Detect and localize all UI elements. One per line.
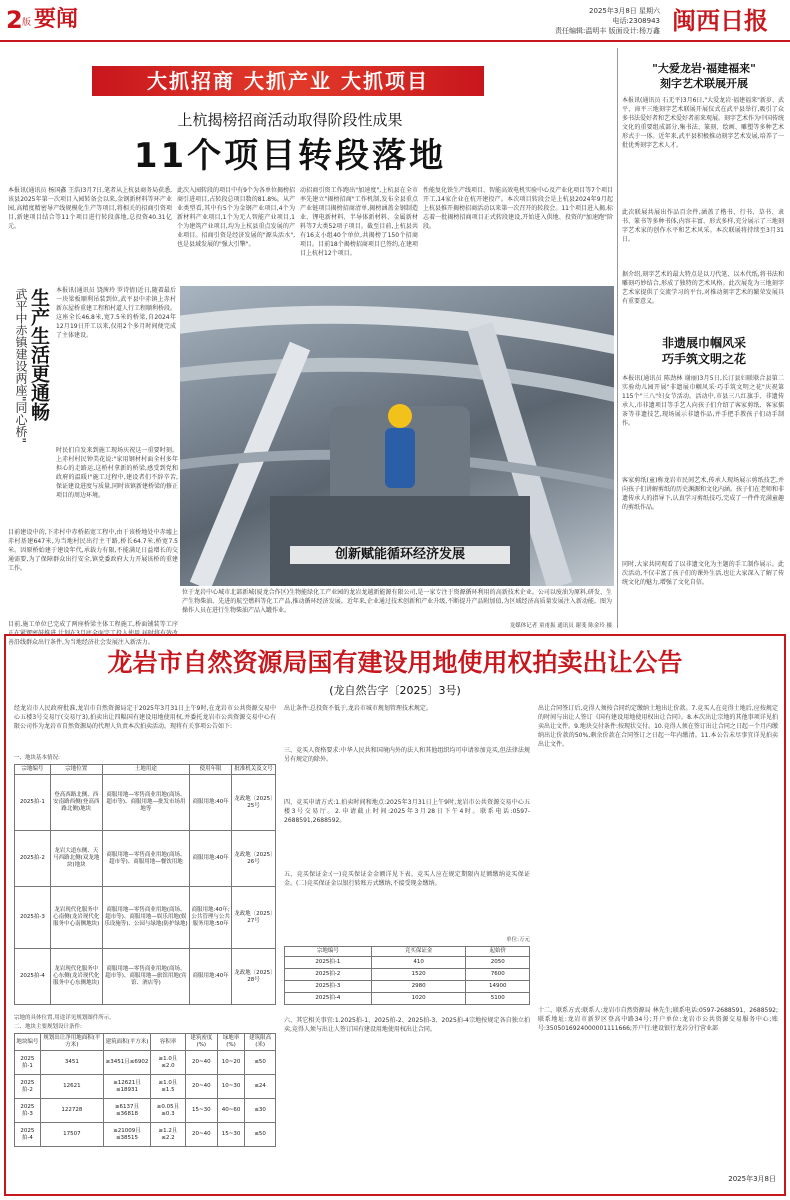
cell: ≤24 [245,1075,276,1099]
cell: 龙政地〔2025〕26号 [232,831,276,887]
cell: ≥1.2且≤2.2 [151,1123,186,1147]
th-term: 使用年限 [190,765,232,775]
cell: ≥12621且≤18931 [103,1075,150,1099]
issue-date: 2025年3月8日 星期六 [589,7,660,15]
cell: ≥0.05且≤0.3 [151,1099,186,1123]
cell: 龙政地〔2025〕28号 [232,949,276,1005]
th-green: 绿地率(%) [217,1034,245,1051]
table-row [15,775,276,831]
notice-number: (龙自然告字〔2025〕3号) [329,684,461,697]
cell: 2025拍-3 [15,887,51,949]
section-name: 要闻 [34,7,79,32]
column-divider [617,48,618,628]
notice-col2-text-2: 三、竞买人资格要求:中华人民共和国境内外的法人和其他组织均可申请参加竞买,但法律法规另有规定的除外。 [284,747,530,763]
notice-date: 2025年3月8日 [728,1175,776,1183]
notice-col2-text-3: 四、竞买申请方式:1.拍卖时间和地点:2025年3月31日上午9时,龙岩市公共资源交易中心五楼3号交易厅。2.申请截止时间:2025年3月28日下午4时。联系电话:0597-2688591,2688592。 [284,799,530,824]
table-row [285,969,530,981]
land-info-header-row [15,765,276,775]
right-title-4: 巧手筑文明之花 [661,352,746,366]
notice-note-1: 宗地的具体位置,用途详见规划图件所示。 [14,1015,115,1021]
cell: 商服用地:40年 [190,949,232,1005]
cell: ≤50 [245,1123,276,1147]
cell: 2050 [466,957,530,969]
th-height: 建筑限高(米) [245,1034,276,1051]
cell: 商服用地:40年 [190,831,232,887]
deposit-table [284,946,530,1005]
deposit-header-row [285,947,530,957]
cell: 17507 [40,1123,103,1147]
lead-col-2: 此次入园转段的项目中有9个为各单位揭榜招商引进项目,占转段总项目数的81.8%。从产业类型看,其中有5个为金钢产业项目,4个为新材料产业项目,1个为无人智能产业项目,1个为建筑产业项目,均为上杭县重点发展的产业项目。招商引资是经济发展的"源头活水",也是县域发展的"强大引擎"。 [177,187,295,248]
cell: 20~40 [185,1123,217,1147]
cell: 2025拍-2 [15,1075,41,1099]
right-text-2: 此次联展共展出作品百余件,涵盖了楷书、行书、草书、隶书、篆书等多种书体,内容丰富、形式多样,充分展示了三地刻字艺术家的创作水平和艺术风采。本次联展将持续至3月31日。 [622,209,784,243]
notice-sec-2: 二、地块主要规划设计条件: [14,1024,82,1030]
cell: 龙岩现代化服务中心东侧(龙岩现代化服务中心东侧地块) [50,949,102,1005]
cell: 2025拍-2 [285,969,372,981]
lead-title: 11个项目转段落地 [133,136,447,176]
cell: ≥3451且≤6902 [103,1051,150,1075]
right-title-3: 非遗展巾帼风采 [661,336,746,350]
cell: 2025拍-1 [15,775,51,831]
cell: 2025拍-4 [15,949,51,1005]
side-text-4: 目前,施工单位已完成了两座桥梁主体工程施工,桥面铺装等工序正在紧锣密鼓推进,计划在3月底全面完工投入使用,届时将有效改善沿线群众出行条件,为当地经济社会发展注入新活力。 [8,621,178,646]
notice-title: 龙岩市自然资源局国有建设用地使用权拍卖出让公告 [107,648,683,677]
slogan-text: 大抓招商 大抓产业 大抓项目 [147,69,429,93]
cell: 商服用地:40年;公共管理与公共服务用地:50年 [190,887,232,949]
right-text-6: 同时,大家共同观看了以非遗文化为主题的手工制作展示。此次活动,不仅丰富了孩子们的课外生活,也让大家深入了解了传统文化的魅力,增强了文化自信。 [622,561,784,586]
photo-credit: 龙媒体记者 童甫振 通讯员 谢斐 陈金玲 摄 [509,623,612,629]
cell: 15~30 [185,1099,217,1123]
th-deposit: 竞买保证金 [371,947,466,957]
notice-col2-text-4: 五、竞买保证金:(一)竞买保证金金额详见下表。竞买人应在规定期限内足额缴纳竞买保证金。(二)竞买保证金以银行转账方式缴纳,不接受现金缴纳。 [284,871,530,887]
right-text-4: 本报讯(通讯员 陈劲林 谢丽)3月5日,长汀县妇联联合县第二实验幼儿园开展"非遗展巾帼风采·巧手筑文明之花"庆祝第115个"三八"妇女节活动。活动中,市县三八红旗手、非遗传承人,市非遗项目等手艺人向孩子们介绍了客家剪纸、客家擂茶等非遗技艺,现场展示非遗作品,并手把手教孩子们动手制作。 [622,375,784,427]
cell: 2025拍-1 [15,1051,41,1075]
cell: 20~40 [185,1075,217,1099]
right-text-3: 据介绍,刻字艺术的最大特点是以刀代笔、以木代纸,将书法和雕刻巧妙结合,形成了独特的艺术风格。此次展览为三地刻字艺术家提供了交流学习的平台,对推动刻字艺术的繁荣发展具有重要意义。 [622,271,784,305]
lead-col-4: 性能复化铁生产线项目、智能高效电机实验中心及产业化项目等7个项目开工,14家企业在杭开建投产。本次项目转段会是上杭县2024年9月起上杭县推开揭榜招商活动以来第一次召开的转段会。11个项目进入揭,标志着一批揭榜招商项目正式转段建设,开始进入供地、投资的"加速跑"阶段。 [423,187,613,230]
worker-helmet [388,404,412,428]
table-row [15,1075,276,1099]
cell: 410 [371,957,466,969]
th-density: 建筑密度(%) [185,1034,217,1051]
cell: 2025拍-2 [15,831,51,887]
cell: 40~60 [217,1099,245,1123]
cell: ≥1.0且≤1.5 [151,1075,186,1099]
notice-contacts: 十二、联系方式:联系人:龙岩市自然资源局 林先生;联系电话:0597-2688591、2688592;联系地址:龙岩市新罗区登高中路34号;开户单位:龙岩市公共资源交易服务中心;账号:3505016924000001111666;开户行:建设银行龙岩分行营业部 [538,1007,778,1032]
th-area: 规划出让净用地面积(平方米) [40,1034,103,1051]
cell: 龙政地〔2025〕27号 [232,887,276,949]
notice-col3-text: 出让合同签订后,竞得人须按合同约定缴纳土地出让价款。7.竞买人在竞得土地后,应按规定的时间与出让人签订《国有建设用地使用权出让合同》。8.本次出让宗地的其他事项详见拍卖出让文件。9.地块交付条件:按现状交付。10.竞得人须在签订出让合同之日起一个月内缴纳出让价款的50%,剩余价款在合同签订之日起一年内缴清。11.本公告未尽事宜详见拍卖出让文件。 [538,705,778,748]
page-header [0,0,790,44]
cell: 龙岩现代化服务中心南侧(龙岩现代化服务中心南侧地块) [50,887,102,949]
side-text-2: 时民们自发来到施工现场庆祝这一重要时刻。上赤村村民钟美花说:"家用钢材村面全村多年担心的走路运,这桥村拿新的桥梁,感受到党和政府的温暖!"施工过程中,建设者们不辞辛苦,保证建设进度与质量,同时该镇新建桥梁的修正项目的周边环境。 [56,447,178,499]
page-number: 2 [6,6,23,34]
cell: 2980 [371,981,466,993]
table-row [15,949,276,1005]
slogan-banner [92,66,484,96]
cell: 3451 [40,1051,103,1075]
worker-figure [385,428,415,488]
lead-col-3: 动招商引资工作跑出"加速度",上杭县在全市率先建立"揭榜招商"工作机制,发布全县重点产业链项目揭榜招商清单,揭榜涵盖金钢制造业、锂电新材料、半导体新材料、金属新材料等7大类52项子项目。截至目前,上杭县共有16支小组40个单位,共揭榜了150个招商项目。目前18个揭榜招商项目已签约,在建项目上杭村12个项目。 [300,187,418,257]
photo-text: 位于龙岩中心城市北部新城(厦龙合作区)生物能绿化工产业园的龙岩龙越新能源有限公司,是一家专注于资源循环利用的高新技术企业。公司以废油为原料,研发、生产生物柴油、先进的航空燃料等化工产品,推动循环经济发展。近年来,企业通过技术创新和产业升级,不断提升产品附加值,为区域经济高质量发展注入新动能。图为操作人员在进行生物柴油产品入罐作业。 [182,589,612,614]
cell: 5100 [466,993,530,1005]
th-parcel-no: 宗地编号 [15,765,51,775]
cell: 商服用地—零售商业用地(商场、超市等)、商服用地—旅馆用地(宾馆、酒店等) [102,949,190,1005]
planning-header-row [15,1034,276,1051]
cell: 14900 [466,981,530,993]
land-info-table [14,764,276,1005]
th-land-use: 土地用途 [102,765,190,775]
cell: 商服用地:40年 [190,775,232,831]
side-vertical-title: 武平中赤镇建设两座"同心桥" [14,288,28,444]
lead-subtitle: 上杭揭榜招商活动取得阶段性成果 [177,111,403,129]
cell: 12621 [40,1075,103,1099]
th-start-price: 起始价 [466,947,530,957]
cell: 登高西路北侧、西安南路西侧(登高西路北侧)地块 [50,775,102,831]
cell: 2025拍-4 [15,1123,41,1147]
notice-sec-1: 一、地块基本情况: [14,755,60,761]
cell: 10~30 [217,1075,245,1099]
cell: 10~20 [217,1051,245,1075]
th-floor-area: 建筑面积(平方米) [103,1034,150,1051]
cell: 1020 [371,993,466,1005]
notice-intro: 经龙岩市人民政府批准,龙岩市自然资源局定于2025年3月31日上午9时,在龙岩市公共资源交易中心五楼3号交易厅(交易厅3),拍卖出让四幅国有建设用地使用权,并委托龙岩市公共资源交易中心有限公司作为龙岩市自然资源局的代理人负责本次拍卖活动。现将有关事项公告如下: [14,705,276,730]
cell: 1520 [371,969,466,981]
editor-line: 责任编辑:温明丰 版面设计:杨万鑫 [555,27,660,35]
th-location: 宗地位置 [50,765,102,775]
right-title-2: 刻字艺术联展开展 [660,77,748,90]
table-row [15,1099,276,1123]
cell: 龙政地〔2025〕25号 [232,775,276,831]
cell: 2025拍-3 [15,1099,41,1123]
cell: ≤50 [245,1051,276,1075]
factory-pipes-illustration [180,286,614,586]
cell: 商服用地—零售商业用地(商场、超市等)、商服用地—娱乐用地(娱乐设施等)、公园与绿地(防护绿地) [102,887,190,949]
cell: 2025拍-3 [285,981,372,993]
cell: 龙岩大道东侧、天马西路北侧(双龙地块)地块 [50,831,102,887]
right-text-1: 本报讯(通讯员 石无平)3月6日,"大爱龙岩·福建福来"新岁、武平、漳平三地刻字艺术联展开展仪式在武平县举行,吸引了众多书法爱好者和艺术爱好者前来观展。刻字艺术作为中国传统文化的重要组成部分,集书法、篆刻、绘画、雕塑等多种艺术形式于一体。近年来,武平县积极推动刻字艺术发展,培养了一批优秀刻字艺术人才。 [622,97,784,149]
cell: ≥6137且≤36818 [103,1099,150,1123]
notice-box [4,634,786,1196]
th-approval: 批准机关及文号 [232,765,276,775]
side-main-title: 生产生活更通畅 [28,288,50,421]
cell: 2025拍-1 [285,957,372,969]
cell: ≥21009且≤38515 [103,1123,150,1147]
table-row [15,1123,276,1147]
side-story-headline [8,286,178,446]
notice-col2-text-5: 六、其它相关事宜:1.2025拍-1、2025拍-2、2025拍-3、2025拍-4宗地按规定各自独立拍卖,竞得人须与出让人签订国有建设用地使用权出让合同。 [284,1017,530,1033]
factory-photo [180,286,614,586]
deposit-table-unit: 单位:万元 [506,937,530,943]
cell: 商服用地—零售商业用地(商场、超市等)、商服用地—批发市场用地等 [102,775,190,831]
cell: 122728 [40,1099,103,1123]
lead-col-1: 本报讯(通讯员 杨国鑫 王浩)3月7日,笔者从上杭县商务局获悉,该县2025年第一次项目入园转备会以来,金钢新材料等环产业园,高精度精密导产线规模化生产等项目,将相关的招商引资项目,新建项目结合等11个项目进行转段落地,总投资40.31亿元。 [8,187,172,230]
notice-col2-text-1: 出让条件:总投资不低于,龙岩市城市规划管理技术规定。 [284,705,432,712]
right-title-1: "大爱龙岩·福建福来" [652,62,756,75]
table-row [15,1051,276,1075]
cell: 商服用地—零售商业用地(商场、超市等)、商服用地—餐饮用地 [102,831,190,887]
planning-table [14,1033,276,1147]
cell: 7600 [466,969,530,981]
photo-caption-title: 创新赋能循环经济发展 [290,546,510,564]
page-unit: 版 [22,18,32,28]
table-row [285,957,530,969]
cell: 2025拍-4 [285,993,372,1005]
newspaper-logo: 闽西日报 [672,6,768,35]
cell: 15~30 [217,1123,245,1147]
th-code: 地块编号 [15,1034,41,1051]
table-row [15,831,276,887]
table-row [285,981,530,993]
cell: ≤30 [245,1099,276,1123]
header-rule [0,40,790,42]
table-row [285,993,530,1005]
th-parcel: 宗地编号 [285,947,372,957]
side-text-3: 目前建设中的,下赤村中赤桥拓宽工程中,由于该桥地处中赤墟上赤村基建647米,为当地村民出行主干路,桥长64.7米,桥宽7.5米。因原桥始建于建设年代,承载力有限,不能满足日益增长的交通需要,为了保障群众出行安全,镇党委政府大力开展该桥的重建工作。 [8,529,178,572]
right-text-5: 客家剪纸(童)称龙岩市民间艺术,传承人现场展示剪纸技艺,并向孩子们讲解剪纸的历史渊源和文化内涵。孩子们在老师和非遗传承人的指导下,认真学习剪纸技巧,完成了一件件充满童趣的剪纸作品。 [622,477,784,511]
phone-line: 电话:2308943 [612,17,660,25]
side-text-1: 本报讯(通讯员 饶茜玲 罗诗倩)近日,随着最后一块梁板顺利吊装到位,武平县中赤镇上赤村新东屋桥重建工程和村道人行工程顺利桥段。这座全长46.8米,宽7.5米的桥梁,自2024年12月19日开工以来,仅用2个多月时间便完成了主体建设。 [56,287,176,339]
cell: 20~40 [185,1051,217,1075]
cell: ≥1.0且≤2.0 [151,1051,186,1075]
table-row [15,887,276,949]
th-far: 容积率 [151,1034,186,1051]
